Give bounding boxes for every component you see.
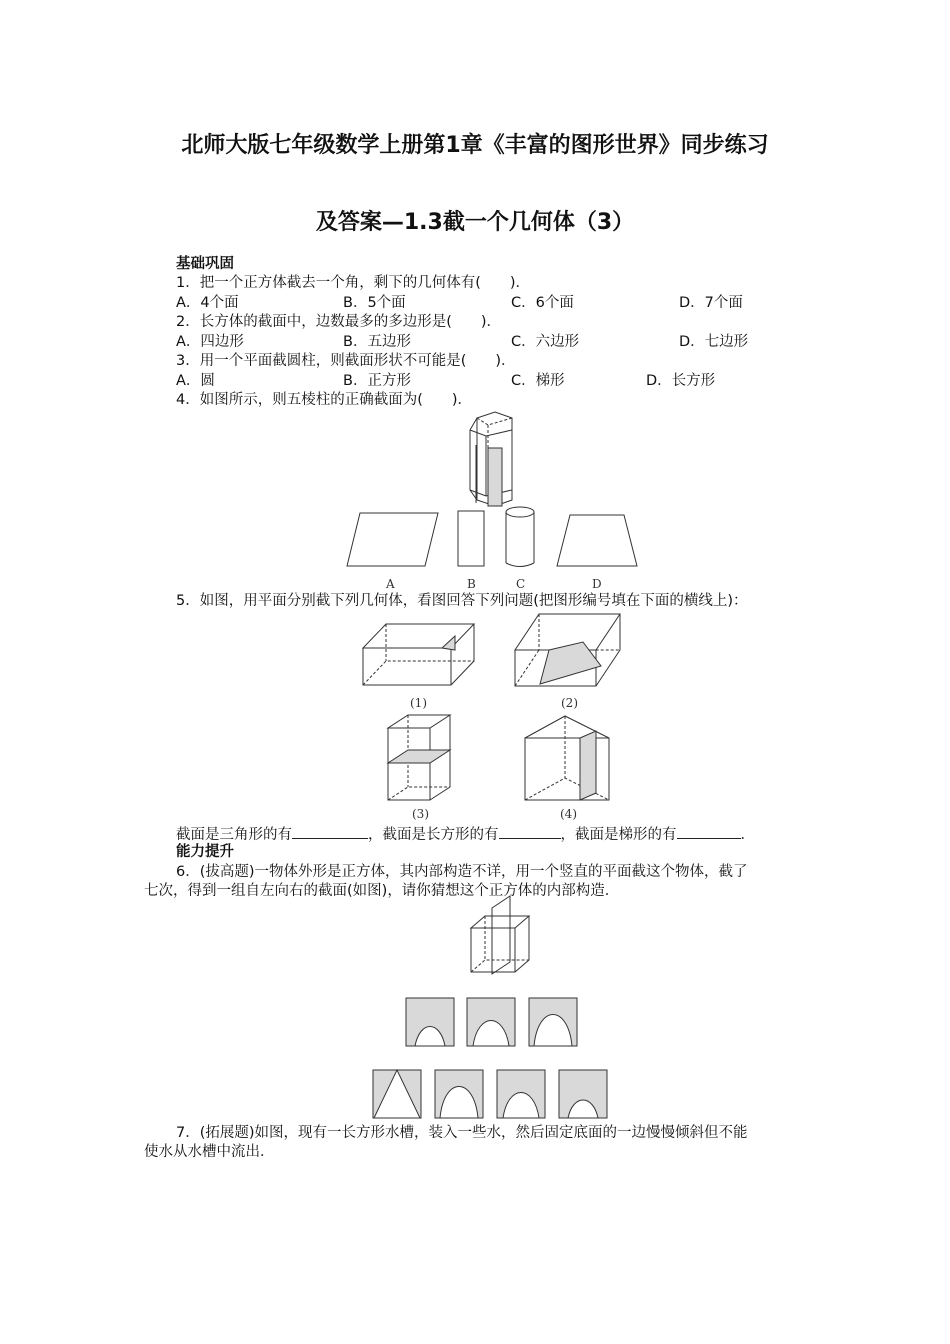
- q5-label-4: (4): [560, 807, 577, 821]
- q1-stem: 1．把一个正方体截去一个角，剩下的几何体有( )．: [176, 275, 531, 291]
- q6-sections-row2: [373, 1070, 607, 1118]
- q1-option-d: D．7个面: [679, 295, 743, 311]
- q6-line2: 七次，得到一组自左向右的截面(如图)，请你猜想这个正方体的内部构造．: [144, 883, 620, 899]
- q4-label-a: A: [386, 577, 395, 591]
- q3-option-d: D．长方形: [646, 373, 716, 389]
- q1-option-b: B．5个面: [343, 295, 406, 311]
- q2-option-a: A．四边形: [176, 334, 244, 350]
- q7-line2: 使水从水槽中流出．: [144, 1144, 275, 1160]
- q4-stem: 4．如图所示，则五棱柱的正确截面为( )．: [176, 392, 473, 408]
- q6-cube: [471, 896, 529, 974]
- q5-answer-end: ．: [740, 827, 755, 843]
- q6-sections-row1: [406, 998, 577, 1046]
- q2-option-d: D．七边形: [679, 334, 749, 350]
- q5-label-1: (1): [410, 696, 427, 710]
- q5-stem: 5．如图，用平面分别截下列几何体，看图回答下列问题(把图形编号填在下面的横线上)：: [176, 593, 748, 609]
- q2-stem: 2．长方体的截面中，边数最多的多边形是( )．: [176, 314, 502, 330]
- q6-line1: 6．(拔高题)一物体外形是正方体，其内部构造不详，用一个竖直的平面截这个物体，截了: [176, 864, 748, 880]
- page-title-line1: 北师大版七年级数学上册第1章《丰富的图形世界》同步练习: [181, 133, 769, 158]
- q5-answer-rectangle-label: ，截面是长方形的有: [368, 827, 499, 843]
- q3-stem: 3．用一个平面截圆柱，则截面形状不可能是( )．: [176, 353, 516, 369]
- section-advanced: 能力提升: [176, 844, 234, 860]
- section-basic: 基础巩固: [176, 256, 234, 272]
- q3-option-b: B．正方形: [343, 373, 411, 389]
- q1-option-a: A．4个面: [176, 295, 239, 311]
- q3-option-a: A．圆: [176, 373, 215, 389]
- page-title-line2: 及答案—1.3截一个几何体（3）: [315, 210, 635, 235]
- q3-option-c: C．梯形: [511, 373, 565, 389]
- q5-answer-triangle-label: 截面是三角形的有: [176, 827, 292, 843]
- q4-label-c: C: [516, 577, 526, 591]
- q1-option-c: C．6个面: [511, 295, 574, 311]
- q4-label-b: B: [467, 577, 476, 591]
- q5-answer-trapezoid-label: ，截面是梯形的有: [560, 827, 677, 843]
- q2-option-c: C．六边形: [511, 334, 580, 350]
- q5-label-3: (3): [412, 807, 429, 821]
- q7-line1: 7．(拓展题)如图，现有一长方形水槽，装入一些水，然后固定底面的一边慢慢倾斜但不能: [176, 1125, 748, 1141]
- q2-option-b: B．五边形: [343, 334, 411, 350]
- q4-label-d: D: [592, 577, 602, 591]
- q5-label-2: (2): [561, 696, 578, 710]
